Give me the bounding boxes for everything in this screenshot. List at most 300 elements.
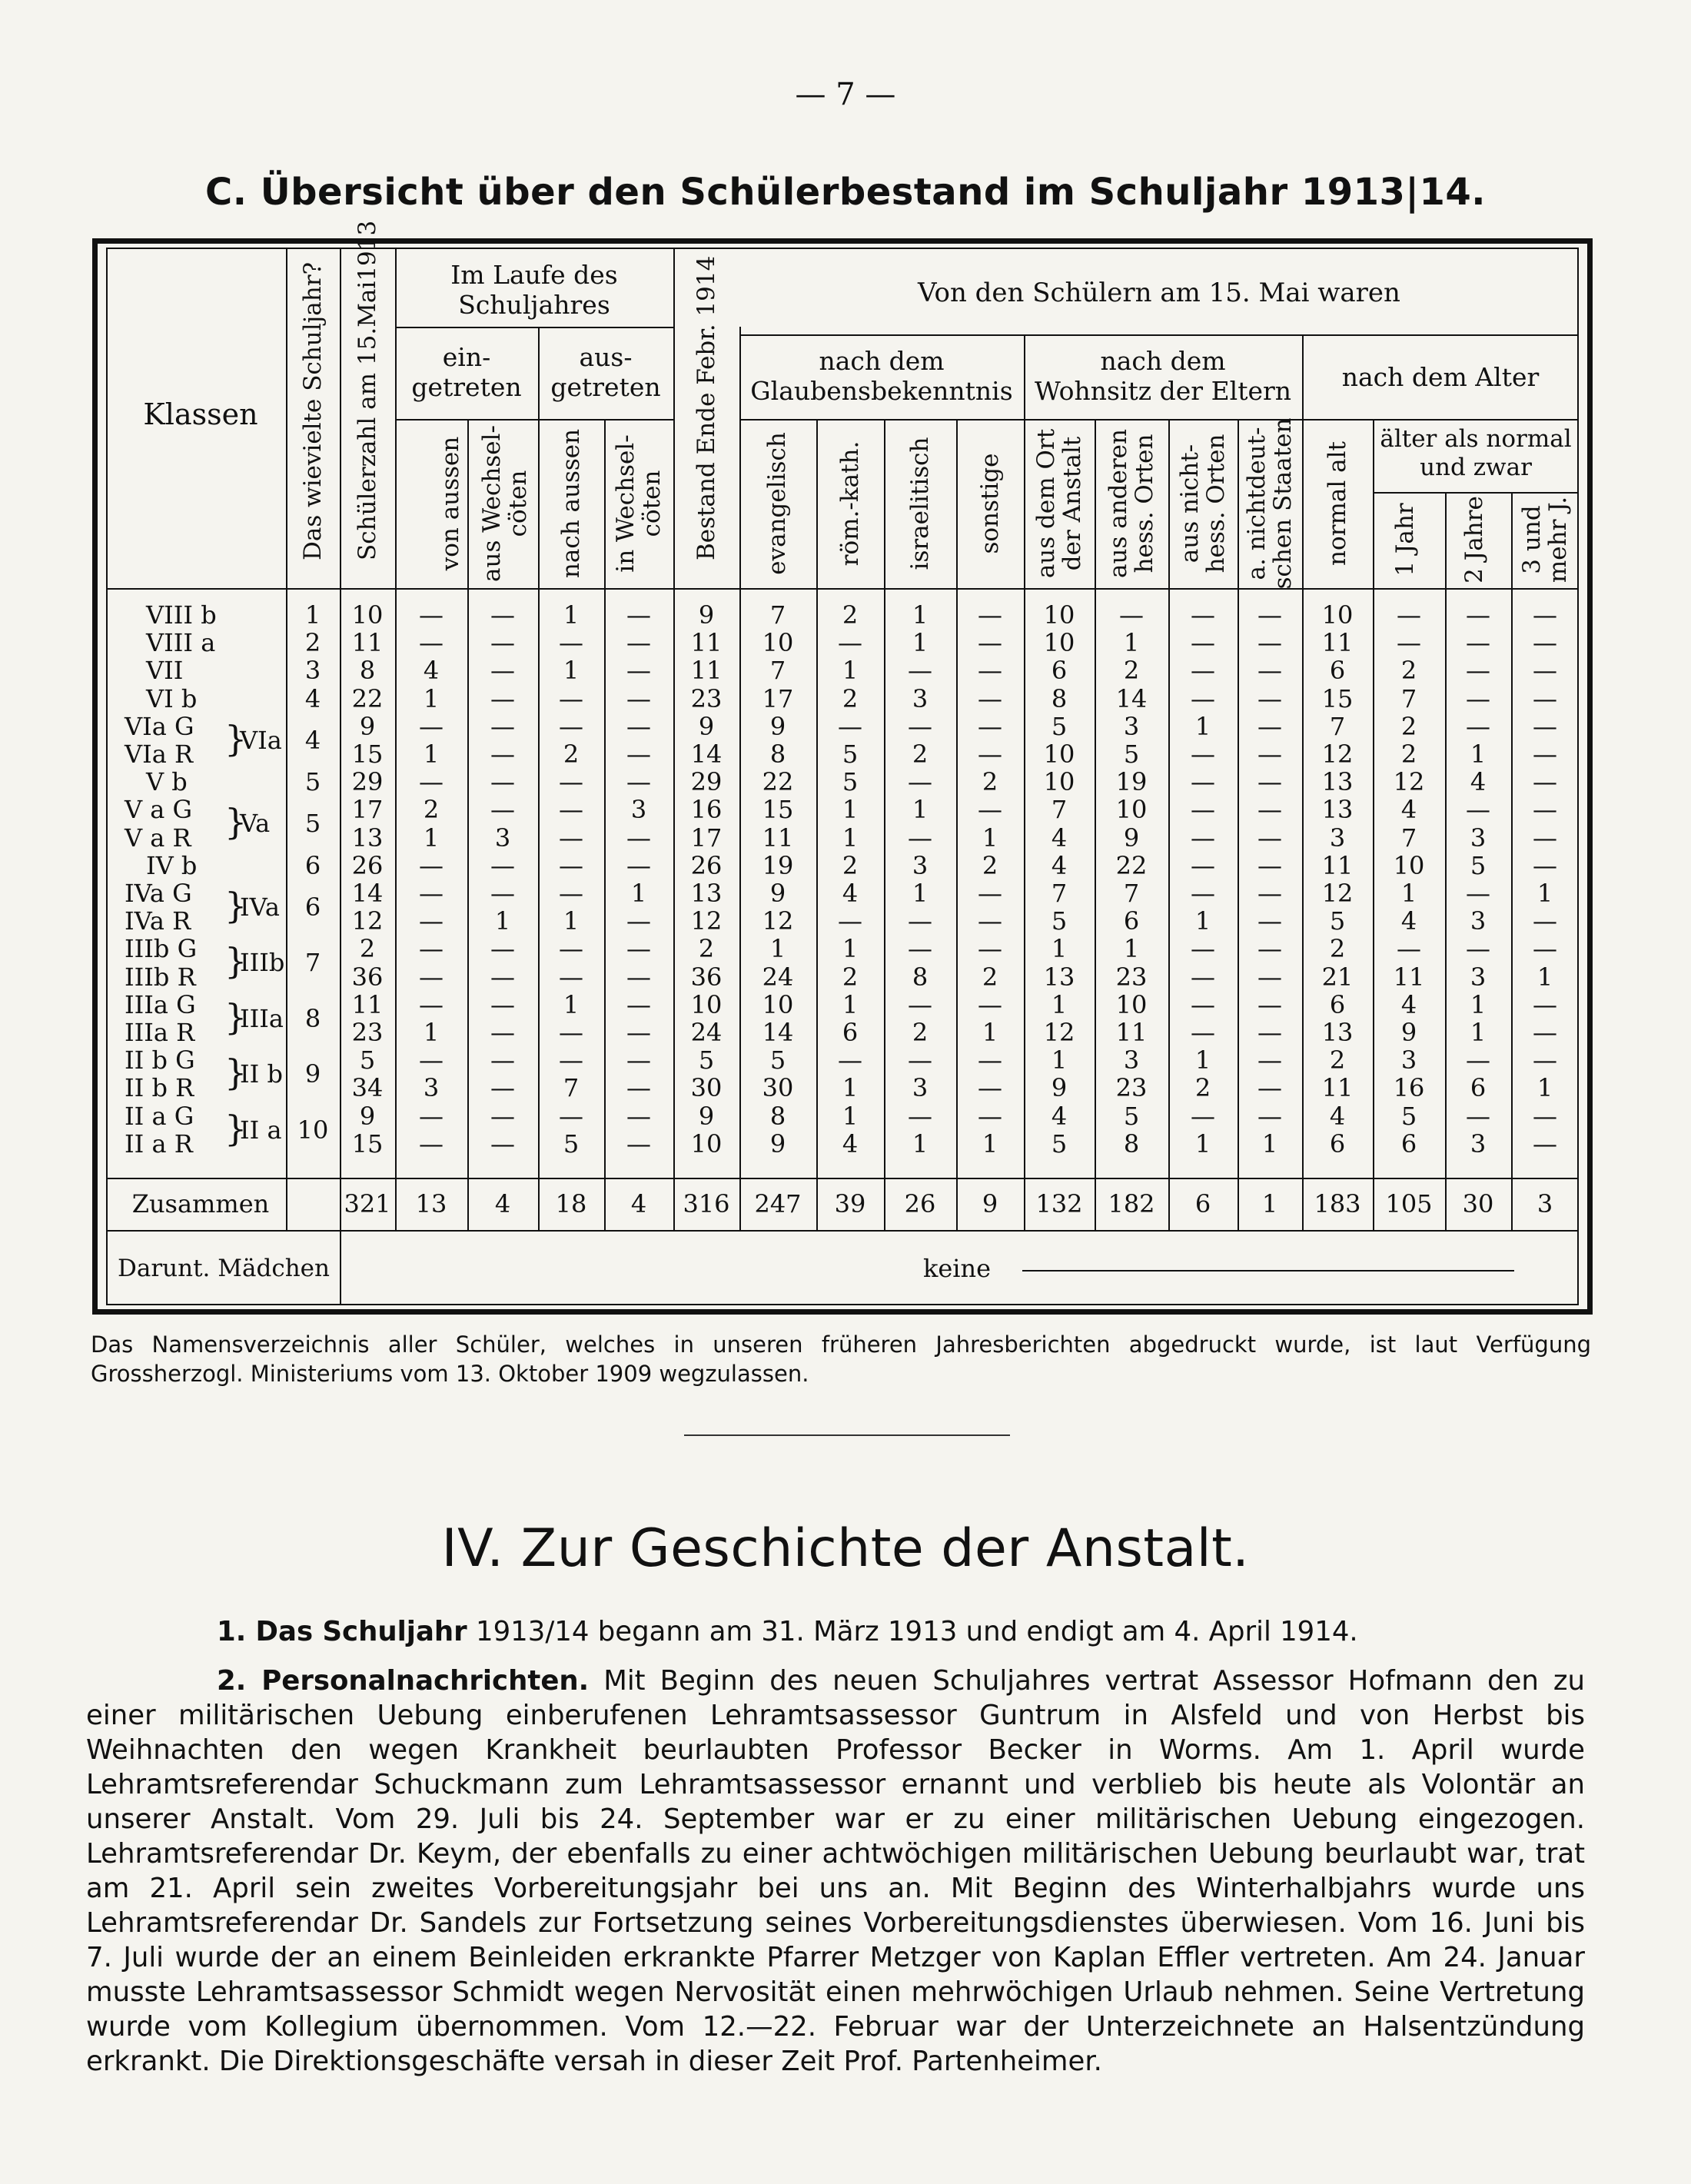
cell-rk: 1 [842,795,859,825]
paragraph-schuljahr-text: 1913/14 begann am 31. März 1913 und endigt am 4. April 1914. [476,1616,1358,1647]
header-im-laufe-line1: Im Laufe des [450,260,618,290]
row-klasse: II a G [125,1101,194,1131]
cell-sz: 15 [351,1129,384,1158]
cell-ndeut: — [1257,879,1282,908]
cell-ort: 10 [1043,767,1075,797]
cell-nhess: — [1191,628,1215,658]
cell-sz: 29 [351,767,384,797]
cell-ort: 5 [1051,906,1068,936]
header-nichthess-line2: hess. Orten [1202,434,1230,573]
cell-isr: 2 [912,740,929,769]
cell-son: — [978,683,1002,713]
cell-aa: — [559,683,583,713]
total-sz: 321 [344,1189,391,1218]
cell-ndeut: — [1257,906,1282,936]
header-3-und-mehr [1519,494,1571,586]
cell-ort: 1 [1051,989,1068,1019]
row-klasse: VIII b [146,600,217,630]
cell-ev: 10 [762,628,794,658]
cell-best: 10 [690,989,723,1019]
header-von-aussen: von aussen [437,436,464,571]
total-isr: 26 [904,1189,936,1218]
cell-hess: 1 [1123,934,1140,964]
group-label: II b [240,1059,283,1089]
cell-sz: 10 [351,600,384,630]
cell-rk: — [838,906,862,936]
cell-hess: 5 [1123,1101,1140,1131]
cell-nhess: 1 [1194,906,1211,936]
total-norm: 183 [1314,1189,1361,1218]
cell-ort: 10 [1043,600,1075,630]
cell-isr: 3 [912,850,929,880]
total-j2: 30 [1462,1189,1494,1218]
row-line [739,334,1579,336]
cell-j3: — [1533,906,1557,936]
cell-ndeut: — [1257,934,1282,964]
cell-ea: 3 [423,1073,440,1103]
cell-sz: 5 [359,1045,376,1075]
cell-isr: 3 [912,683,929,713]
cell-hess: 11 [1115,1018,1148,1047]
cell-ea: — [419,711,444,741]
cell-ev: 24 [762,962,794,992]
header-alter: nach dem Alter [1341,362,1540,392]
cell-j1: 7 [1400,683,1417,713]
cell-j3: — [1533,628,1557,658]
cell-nhess: 1 [1194,1129,1211,1158]
cell-ort: 7 [1051,795,1068,825]
paragraph-schuljahr [86,1614,1585,1649]
cell-j2: — [1466,711,1490,741]
cell-j2: 3 [1470,1129,1487,1158]
header-normal-alt: normal alt [1324,441,1351,566]
cell-hess: 7 [1123,879,1140,908]
cell-isr: — [908,767,932,797]
group-schuljahr: 9 [304,1059,321,1089]
group-label: IIIb [240,948,285,978]
total-aa: 18 [555,1189,587,1218]
cell-hess: 6 [1123,906,1140,936]
cell-j1: 4 [1400,906,1417,936]
cell-ea: — [419,906,444,936]
cell-aa: 2 [563,740,580,769]
cell-son: — [978,934,1002,964]
header-glaube-line2: Glaubensbekenntnis [750,376,1013,406]
cell-aw: — [626,600,651,630]
cell-hess: 10 [1115,989,1148,1019]
row-schuljahr: 3 [304,656,321,686]
cell-ev: 14 [762,1018,794,1047]
cell-ev: 7 [769,600,786,630]
cell-aw: — [626,850,651,880]
cell-rk: 2 [842,683,859,713]
cell-ev: 12 [762,906,794,936]
header-ort-line2: der Anstalt [1058,436,1086,571]
cell-son: — [978,1073,1002,1103]
maedchen-value: keine [922,1254,992,1283]
header-von-den-schuelern: Von den Schülern am 15. Mai waren [918,278,1400,308]
cell-aa: 5 [563,1129,580,1158]
cell-aw: — [626,962,651,992]
cell-aa: — [559,628,583,658]
cell-aa: — [559,1045,583,1075]
row-schuljahr: 4 [304,683,321,713]
row-klasse: IIIb R [125,962,196,992]
header-bestand: Bestand Ende Febr. 1914 [693,255,720,560]
cell-rk: 4 [842,879,859,908]
row-klasse: V a G [125,795,193,825]
cell-sz: 22 [351,683,384,713]
cell-ort: 6 [1051,656,1068,686]
row-line [739,419,1579,421]
cell-son: — [978,1101,1002,1131]
total-ev: 247 [754,1189,802,1218]
header-aelter [1373,425,1579,482]
group-label: IVa [240,893,280,922]
cell-rk: 2 [842,600,859,630]
row-klasse: IIIa G [125,989,196,1019]
cell-j2: 1 [1470,1018,1487,1047]
cell-best: 26 [690,850,723,880]
cell-rk: 5 [842,767,859,797]
cell-sz: 26 [351,850,384,880]
row-klasse: V a R [125,823,191,853]
header-2-jahre: 2 Jahre [1460,496,1488,583]
total-ea: 13 [415,1189,447,1218]
cell-best: 11 [690,656,723,686]
totals-label: Zusammen [131,1189,270,1218]
cell-ort: 13 [1043,962,1075,992]
total-j3: 3 [1537,1189,1553,1218]
cell-aa: — [559,962,583,992]
cell-ew: — [490,1073,515,1103]
cell-ev: 5 [769,1045,786,1075]
header-glaube-line1: nach dem [819,346,945,376]
cell-ev: 22 [762,767,794,797]
cell-aa: — [559,934,583,964]
header-nichtdeut-line1: a. nichtdeut- [1243,427,1271,580]
cell-aa: — [559,879,583,908]
cell-ea: — [419,1045,444,1075]
group-brace: } [224,885,248,926]
row-line [106,1178,1579,1179]
cell-hess: 9 [1123,823,1140,853]
cell-hess: 5 [1123,740,1140,769]
cell-isr: 1 [912,628,929,658]
cell-nhess: — [1191,934,1215,964]
cell-isr: 3 [912,1073,929,1103]
group-schuljahr: 10 [297,1115,329,1145]
cell-rk: — [838,711,862,741]
header-im-laufe-line2: Schuljahres [458,290,610,320]
footnote: Das Namensverzeichnis aller Schüler, welches in unseren früheren Jahresberichten abgedruckt wurde, ist laut Verfügung Grossherzogl. Ministeriums vom 13. Oktober 1909 wegzulassen. [91,1331,1591,1387]
cell-son: — [978,1045,1002,1075]
cell-sz: 23 [351,1018,384,1047]
cell-aw: — [626,683,651,713]
cell-ort: 9 [1051,1073,1068,1103]
header-aus-wechsel-line2: cöten [504,470,532,537]
header-israelitisch: israelitisch [906,437,934,570]
cell-ort: 10 [1043,628,1075,658]
cell-aw: — [626,1018,651,1047]
cell-rk: 1 [842,823,859,853]
cell-j2: 3 [1470,823,1487,853]
cell-j2: 1 [1470,989,1487,1019]
cell-rk: 1 [842,989,859,1019]
cell-j2: — [1466,656,1490,686]
cell-sz: 13 [351,823,384,853]
cell-ndeut: — [1257,683,1282,713]
cell-isr: 8 [912,962,929,992]
header-wohnsitz-line2: Wohnsitz der Eltern [1034,376,1292,406]
cell-norm: 11 [1321,1073,1354,1103]
total-j1: 105 [1385,1189,1433,1218]
cell-j1: 2 [1400,656,1417,686]
cell-ort: 10 [1043,740,1075,769]
cell-norm: 13 [1321,1018,1354,1047]
cell-ea: 1 [423,823,440,853]
group-brace: } [224,1052,248,1094]
cell-aa: — [559,711,583,741]
cell-nhess: — [1191,962,1215,992]
total-ndeut: 1 [1261,1189,1278,1218]
cell-son: — [978,740,1002,769]
row-klasse: VIa R [125,740,194,769]
cell-sz: 36 [351,962,384,992]
cell-ndeut: — [1257,600,1282,630]
row-klasse: VIa G [125,711,194,741]
cell-hess: 8 [1123,1129,1140,1158]
cell-hess: 10 [1115,795,1148,825]
cell-norm: 5 [1329,906,1346,936]
cell-ew: — [490,600,515,630]
cell-ea: — [419,934,444,964]
cell-aw: — [626,1073,651,1103]
cell-j2: — [1466,1045,1490,1075]
cell-hess: 22 [1115,850,1148,880]
cell-son: — [978,795,1002,825]
cell-sz: 11 [351,989,384,1019]
cell-j1: — [1397,628,1421,658]
cell-ev: 10 [762,989,794,1019]
header-mehr-line1: 3 und [1518,505,1546,574]
cell-norm: 2 [1329,934,1346,964]
header-in-wechsel-line1: in Wechsel- [612,434,640,573]
cell-aa: — [559,795,583,825]
header-aus-wechsel-line1: aus Wechsel- [478,425,506,582]
cell-aw: — [626,767,651,797]
header-hess-line1: aus anderen [1105,429,1132,578]
cell-j2: 4 [1470,767,1487,797]
cell-best: 14 [690,740,723,769]
cell-aw: — [626,740,651,769]
header-ort-line1: aus dem Ort [1032,428,1060,579]
cell-j3: — [1533,711,1557,741]
cell-ort: 5 [1051,1129,1068,1158]
section-title: IV. Zur Geschichte der Anstalt. [441,1518,1250,1579]
cell-j1: 9 [1400,1018,1417,1047]
cell-aw: — [626,656,651,686]
cell-j3: — [1533,1045,1557,1075]
cell-ndeut: — [1257,740,1282,769]
cell-j1: 3 [1400,1045,1417,1075]
cell-ew: — [490,683,515,713]
cell-ea: — [419,989,444,1019]
cell-sz: 9 [359,1101,376,1131]
group-brace: } [224,940,248,982]
maedchen-dash [1022,1270,1514,1272]
cell-norm: 10 [1321,600,1354,630]
cell-norm: 13 [1321,795,1354,825]
header-wohnsitz [1024,346,1302,406]
cell-ort: 4 [1051,850,1068,880]
row-klasse: II b R [125,1073,194,1103]
cell-son: 1 [982,1129,998,1158]
header-eingetreten [395,342,538,402]
paragraph-personal-heading: 2. Personalnachrichten. [217,1665,590,1697]
row-schuljahr: 5 [304,767,321,797]
cell-j1: 5 [1400,1101,1417,1131]
cell-norm: 6 [1329,656,1346,686]
row-klasse: II a R [125,1129,193,1158]
row-klasse: VII [146,656,184,686]
total-aw: 4 [630,1189,647,1218]
header-aelter-line2: und zwar [1420,454,1532,481]
cell-isr: — [908,656,932,686]
group-brace: } [224,1107,248,1149]
cell-aa: — [559,767,583,797]
cell-son: 2 [982,850,998,880]
header-klassen: Klassen [143,397,258,431]
cell-j2: — [1466,795,1490,825]
cell-aw: — [626,628,651,658]
header-aus-anderen-hess [1105,415,1158,592]
cell-aa: — [559,823,583,853]
row-klasse: IIIb G [125,934,198,964]
cell-ndeut: 1 [1261,1129,1278,1158]
cell-aa: 1 [563,906,580,936]
cell-norm: 6 [1329,989,1346,1019]
cell-rk: 1 [842,656,859,686]
cell-nhess: — [1191,1101,1215,1131]
cell-isr: — [908,906,932,936]
page-number: — 7 — [795,77,896,112]
header-hess-line2: hess. Orten [1131,434,1158,573]
row-klasse: IIIa R [125,1018,195,1047]
header-nach-aussen: nach aussen [557,428,585,579]
cell-ew: — [490,1129,515,1158]
cell-norm: 12 [1321,879,1354,908]
cell-j2: — [1466,879,1490,908]
cell-j3: — [1533,823,1557,853]
header-wohnsitz-line1: nach dem [1100,346,1226,376]
cell-nhess: — [1191,600,1215,630]
header-evangelisch: evangelisch [763,432,791,575]
cell-ew: — [490,1045,515,1075]
cell-ea: 1 [423,740,440,769]
header-aus-line2: getreten [550,372,661,402]
cell-ndeut: — [1257,989,1282,1019]
row-klasse: II b G [125,1045,195,1075]
cell-isr: — [908,711,932,741]
cell-isr: — [908,1045,932,1075]
cell-aw: — [626,1101,651,1131]
cell-best: 17 [690,823,723,853]
cell-ea: — [419,879,444,908]
cell-ew: — [490,879,515,908]
cell-j3: — [1533,1018,1557,1047]
total-rk: 39 [834,1189,866,1218]
cell-best: 29 [690,767,723,797]
cell-ev: 19 [762,850,794,880]
cell-ea: — [419,1101,444,1131]
cell-rk: — [838,628,862,658]
header-nichthess-line1: aus nicht- [1176,444,1204,563]
header-das-wievielte: Das wievielte Schuljahr? [299,261,327,560]
cell-ev: 11 [762,823,794,853]
header-aus-wechselcoeten [479,419,531,588]
header-nichtdeutsch [1244,415,1296,592]
cell-aa: — [559,1018,583,1047]
cell-ev: 8 [769,1101,786,1131]
cell-isr: — [908,934,932,964]
cell-j3: — [1533,989,1557,1019]
cell-j1: 1 [1400,879,1417,908]
group-label: II a [240,1115,282,1145]
header-glaubensbekenntnis [739,346,1024,406]
cell-ev: 9 [769,1129,786,1158]
cell-aa: — [559,850,583,880]
cell-hess: 23 [1115,1073,1148,1103]
cell-hess: 1 [1123,628,1140,658]
cell-son: 1 [982,1018,998,1047]
cell-nhess: — [1191,879,1215,908]
cell-son: 2 [982,767,998,797]
cell-aw: — [626,711,651,741]
group-brace: } [224,717,248,760]
header-in-wechselcoeten [613,419,665,588]
row-schuljahr: 2 [304,628,321,658]
cell-ort: 1 [1051,1045,1068,1075]
cell-ort: 4 [1051,823,1068,853]
cell-ev: 1 [769,934,786,964]
header-in-wechsel-line2: cöten [638,470,666,537]
cell-ew: — [490,1101,515,1131]
cell-nhess: 1 [1194,1045,1211,1075]
cell-ev: 9 [769,711,786,741]
cell-nhess: — [1191,823,1215,853]
cell-norm: 2 [1329,1045,1346,1075]
cell-aw: — [626,934,651,964]
cell-norm: 15 [1321,683,1354,713]
cell-rk: 1 [842,934,859,964]
cell-rk: 6 [842,1018,859,1047]
group-schuljahr: 5 [304,809,321,839]
cell-ort: 12 [1043,1018,1075,1047]
cell-son: — [978,989,1002,1019]
cell-ev: 17 [762,683,794,713]
cell-ea: 4 [423,656,440,686]
cell-sz: 12 [351,906,384,936]
cell-ew: — [490,711,515,741]
header-nichtdeut-line2: schen Staaten [1269,417,1297,590]
cell-ew: — [490,934,515,964]
cell-ort: 1 [1051,934,1068,964]
cell-ew: — [490,1018,515,1047]
group-label: Va [240,809,271,839]
cell-norm: 7 [1329,711,1346,741]
cell-isr: 1 [912,795,929,825]
